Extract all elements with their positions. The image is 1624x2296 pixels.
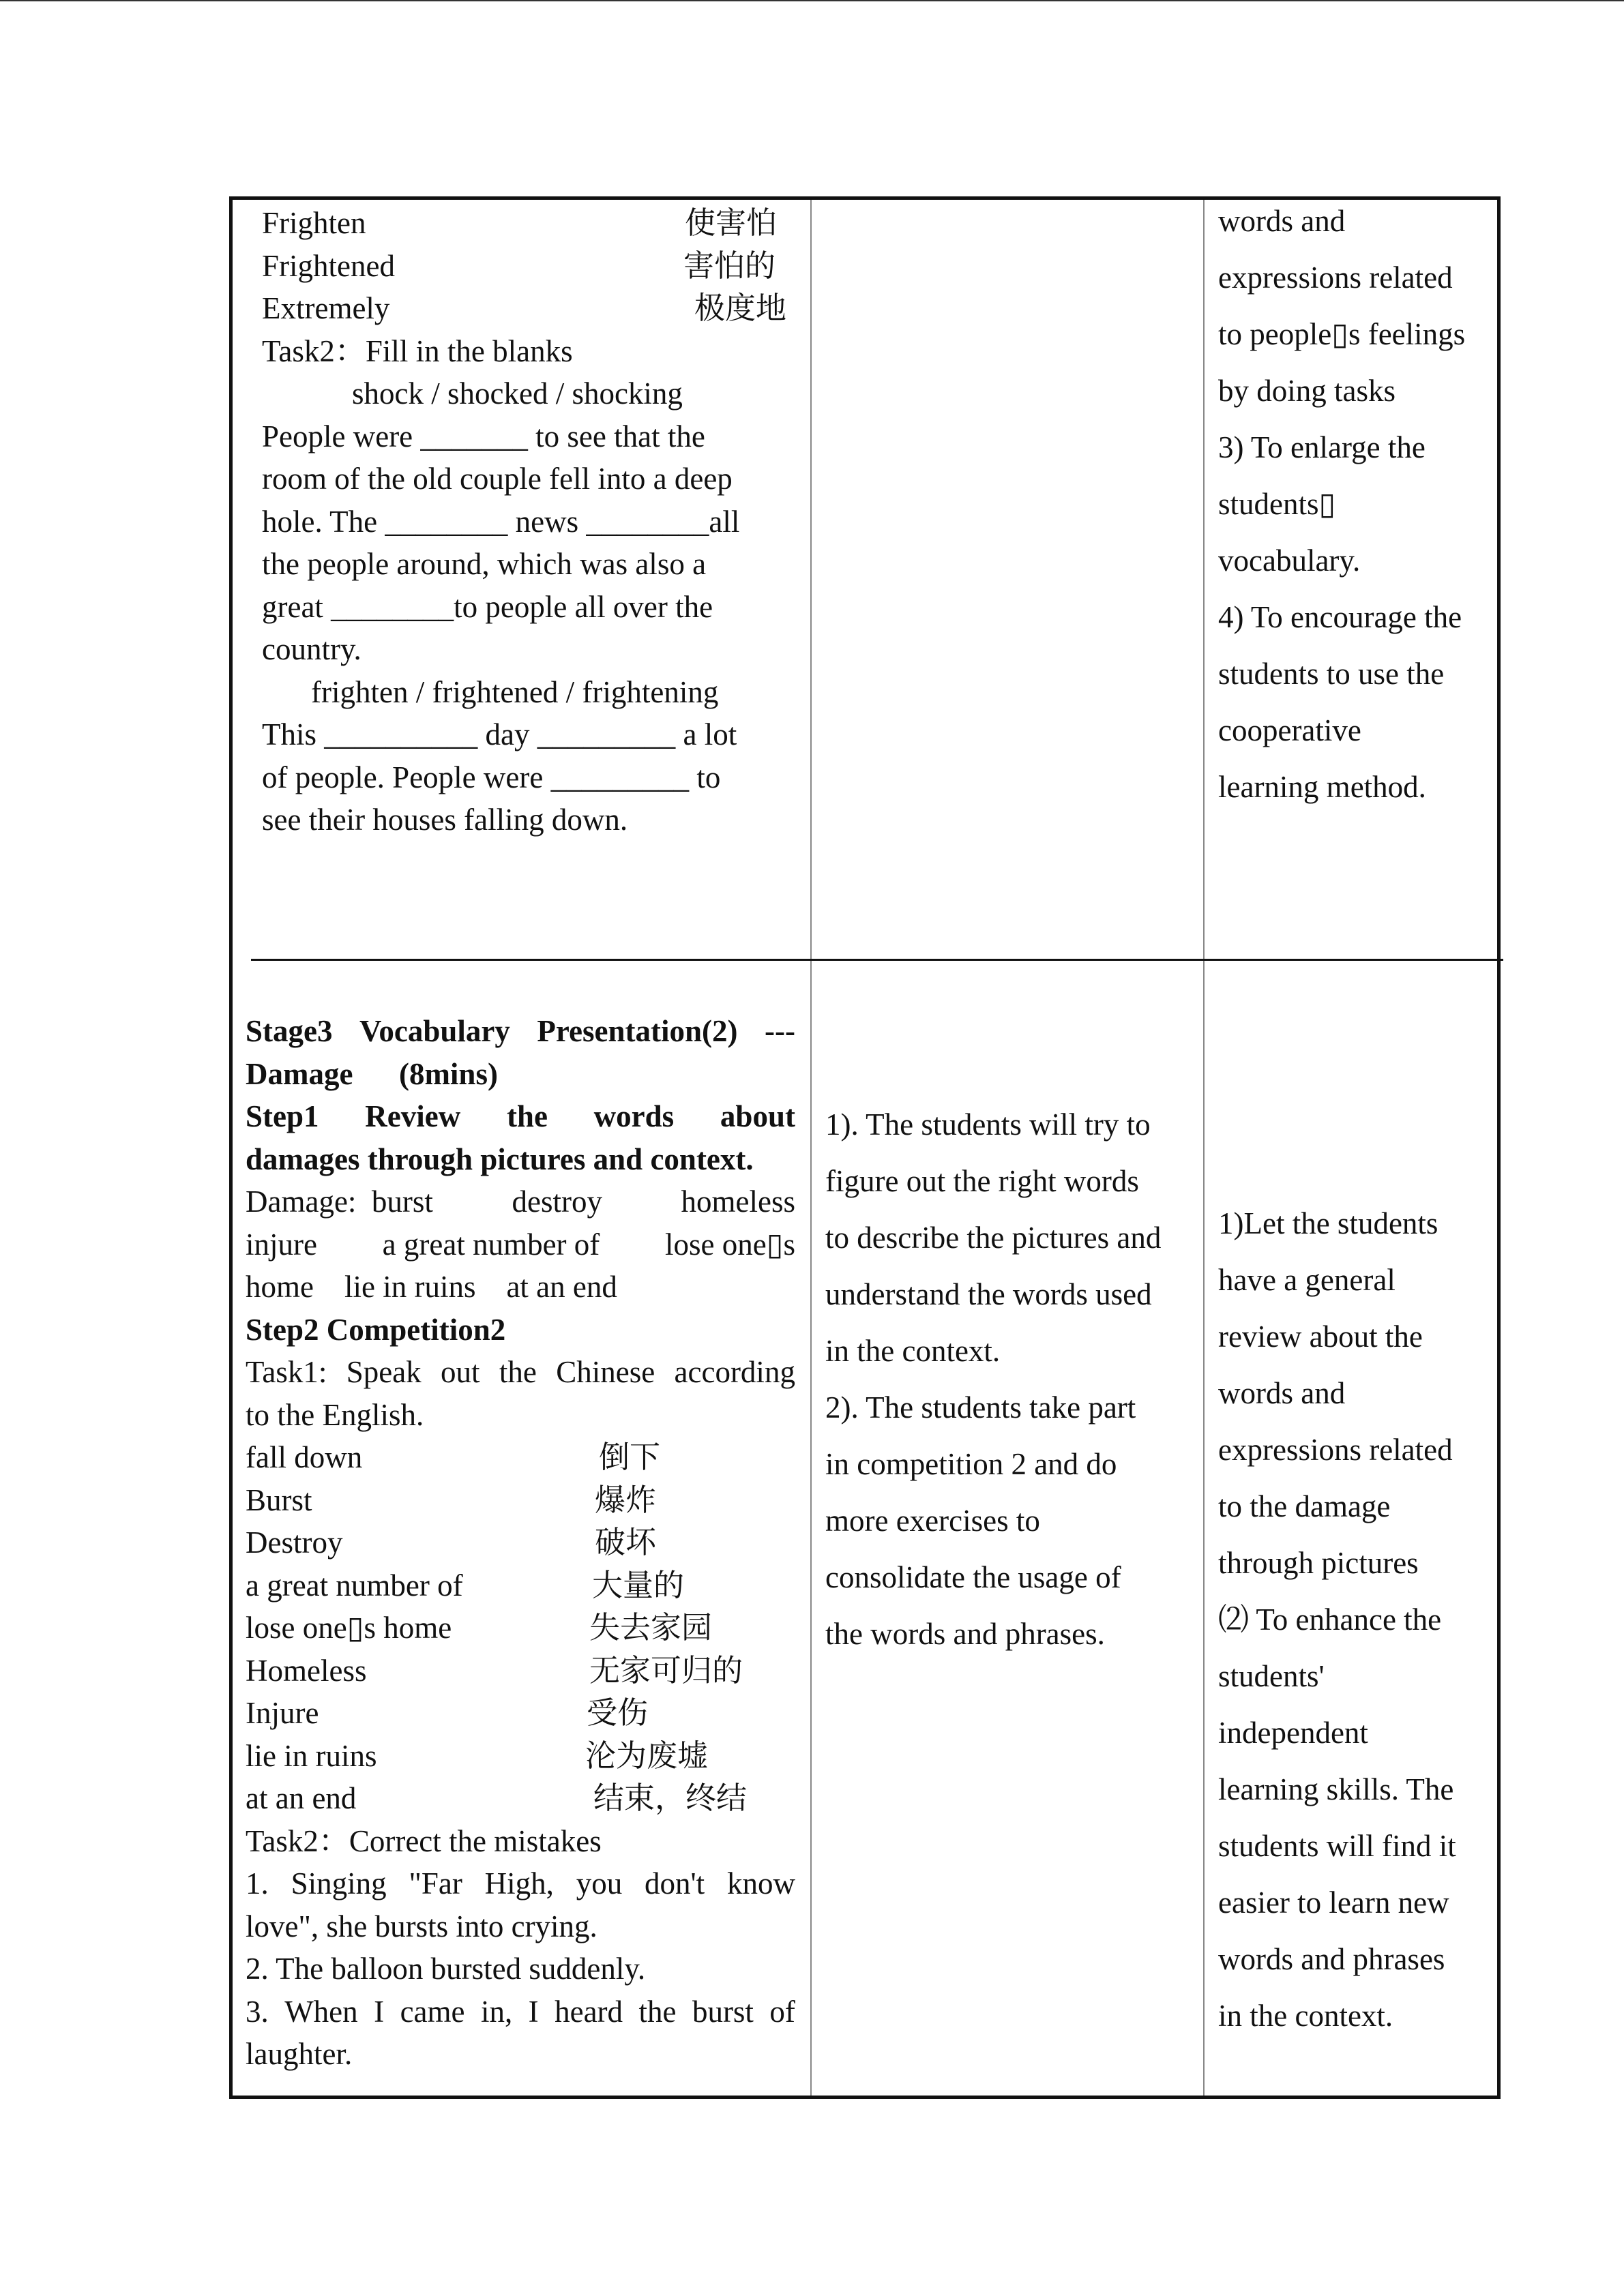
column-divider-1 bbox=[810, 200, 812, 2096]
glossary-row: fall down 倒下 bbox=[246, 1440, 661, 1474]
mistake-line: love", she bursts into crying. bbox=[246, 1909, 597, 1943]
glossary-row: lie in ruins 沦为废墟 bbox=[246, 1738, 709, 1773]
task2-title: Task2：Correct the mistakes bbox=[246, 1823, 602, 1858]
damage-words-line: injure a great number of lose one▯s bbox=[246, 1227, 795, 1262]
glossary-row: Frightened 害怕的 bbox=[262, 248, 776, 283]
glossary-row: Homeless 无家可归的 bbox=[246, 1653, 743, 1688]
paragraph-line: hole. The ________ news ________all bbox=[262, 504, 740, 539]
section1-procedure-cell bbox=[262, 202, 794, 841]
section2-procedure-cell bbox=[246, 1010, 795, 2076]
damage-words-line: Damage: burst destroy homeless bbox=[246, 1184, 795, 1219]
step1-heading: Step1 Review the words about bbox=[246, 1099, 795, 1133]
paragraph-line: see their houses falling down. bbox=[262, 803, 628, 837]
damage-words-line: home lie in ruins at an end bbox=[246, 1270, 617, 1304]
glossary-row: a great number of 大量的 bbox=[246, 1568, 685, 1602]
paragraph-line: great ________to people all over the bbox=[262, 589, 713, 624]
section2-activities-cell: 1). The students will try to figure out the right words to describe the pictures and understand the words used in the context. 2). The students take part in competition 2 and do more exercises to consolidate the usage of the words and phrases. bbox=[825, 1107, 1162, 1651]
paragraph-line: country. bbox=[262, 632, 361, 666]
glossary-row: lose one▯s home 失去家园 bbox=[246, 1611, 713, 1645]
section2-aims-cell: 1)Let the students have a general review about the words and expressions related to the damage through pictures ⑵ To enhance the students' independent learning skills. The students will find it easier to learn new words and phrases in the context. bbox=[1218, 1206, 1456, 2033]
glossary-row: Extremely 极度地 bbox=[262, 291, 787, 325]
step1-heading-line2: damages through pictures and context. bbox=[246, 1142, 754, 1176]
row-divider bbox=[251, 959, 1503, 961]
glossary-row: Frighten 使害怕 bbox=[262, 206, 778, 240]
column-divider-2 bbox=[1203, 200, 1205, 2096]
mistake-line: 3. When I came in, I heard the burst of bbox=[246, 1994, 795, 2029]
step2-heading: Step2 Competition2 bbox=[246, 1312, 506, 1347]
mistake-line: 1. Singing "Far High, you don't know bbox=[246, 1866, 795, 1900]
mistake-line: laughter. bbox=[246, 2037, 353, 2071]
glossary-row: Burst 爆炸 bbox=[246, 1482, 657, 1517]
glossary-row: Injure 受伤 bbox=[246, 1696, 649, 1730]
glossary-row: Destroy 破坏 bbox=[246, 1525, 657, 1560]
paragraph-line: the people around, which was also a bbox=[262, 547, 707, 581]
task1-heading-line2: to the English. bbox=[246, 1397, 424, 1432]
paragraph-line: People were _______ to see that the bbox=[262, 419, 705, 453]
task1-heading: Task1: Speak out the Chinese according bbox=[246, 1355, 795, 1389]
mistake-line: 2. The balloon bursted suddenly. bbox=[246, 1952, 646, 1986]
stage-title: Stage3 Vocabulary Presentation(2) --- bbox=[246, 1014, 795, 1048]
paragraph-line: room of the old couple fell into a deep bbox=[262, 462, 733, 496]
task2-title: Task2：Fill in the blanks bbox=[262, 333, 573, 368]
paragraph-line: This __________ day _________ a lot bbox=[262, 717, 737, 751]
page-top-border bbox=[0, 0, 1624, 1]
word-group: frighten / frightened / frightening bbox=[311, 674, 719, 709]
stage-subtitle: Damage (8mins) bbox=[246, 1056, 498, 1091]
section1-aims-cell: words and expressions related to people▯s feelings by doing tasks 3) To enlarge the students▯ vocabulary. 4) To encourage the students to use the cooperative learning method. bbox=[1218, 204, 1466, 804]
glossary-row: at an end 结束，终结 bbox=[246, 1781, 748, 1815]
paragraph-line: of people. People were _________ to bbox=[262, 760, 721, 794]
word-group: shock / shocked / shocking bbox=[352, 376, 683, 411]
